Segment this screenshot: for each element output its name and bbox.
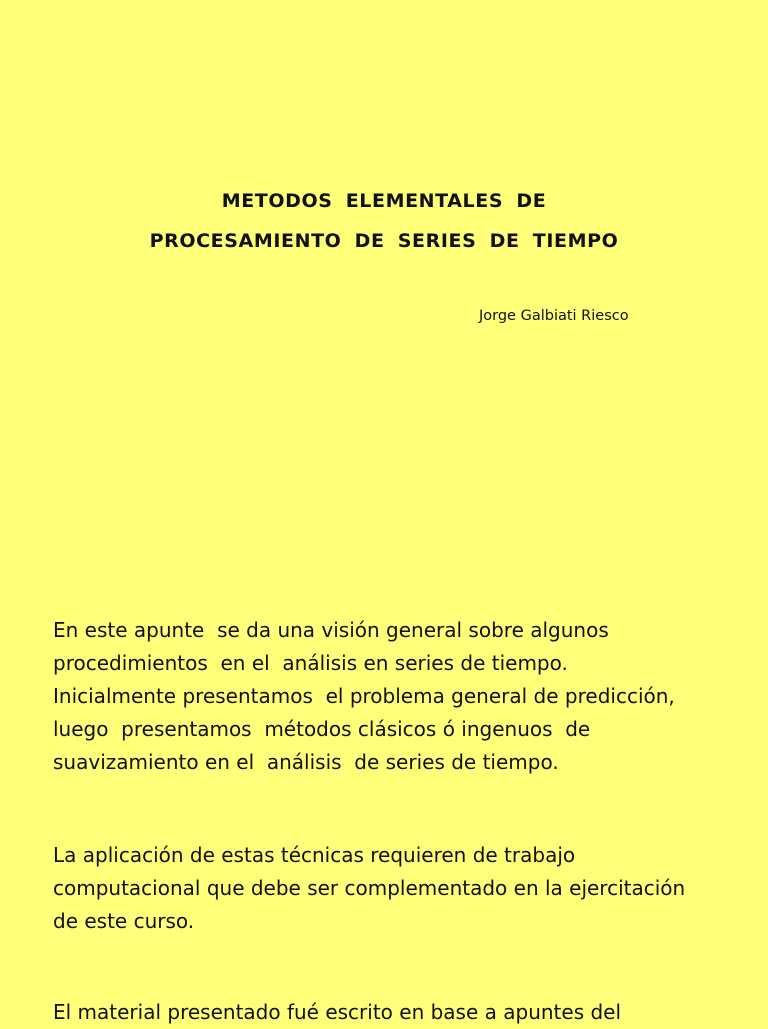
paragraph-line: El material presentado fué escrito en base a apuntes del bbox=[53, 1000, 622, 1024]
author-name: Jorge Galbiati Riesco bbox=[479, 308, 629, 324]
paragraph-line: En este apunte se da una visión general sobre algunos bbox=[53, 618, 609, 642]
paragraph-line: de este curso. bbox=[53, 909, 195, 933]
paragraph-intro bbox=[53, 614, 753, 779]
title-line-2: PROCESAMIENTO DE SERIES DE TIEMPO bbox=[149, 230, 619, 252]
title-line-1: METODOS ELEMENTALES DE bbox=[221, 190, 547, 212]
paragraph-material bbox=[53, 996, 753, 1029]
paragraph-line: La aplicación de estas técnicas requieren de trabajo bbox=[53, 843, 576, 867]
paragraph-line: Inicialmente presentamos el problema general de predicción, bbox=[53, 684, 675, 708]
paragraph-line: luego presentamos métodos clásicos ó ingenuos de bbox=[53, 717, 591, 741]
paragraph-line: computacional que debe ser complementado en la ejercitación bbox=[53, 876, 686, 900]
paragraph-application bbox=[53, 839, 753, 938]
paragraph-line: procedimientos en el análisis en series de tiempo. bbox=[53, 651, 568, 675]
paragraph-line: suavizamiento en el análisis de series de tiempo. bbox=[53, 750, 559, 774]
